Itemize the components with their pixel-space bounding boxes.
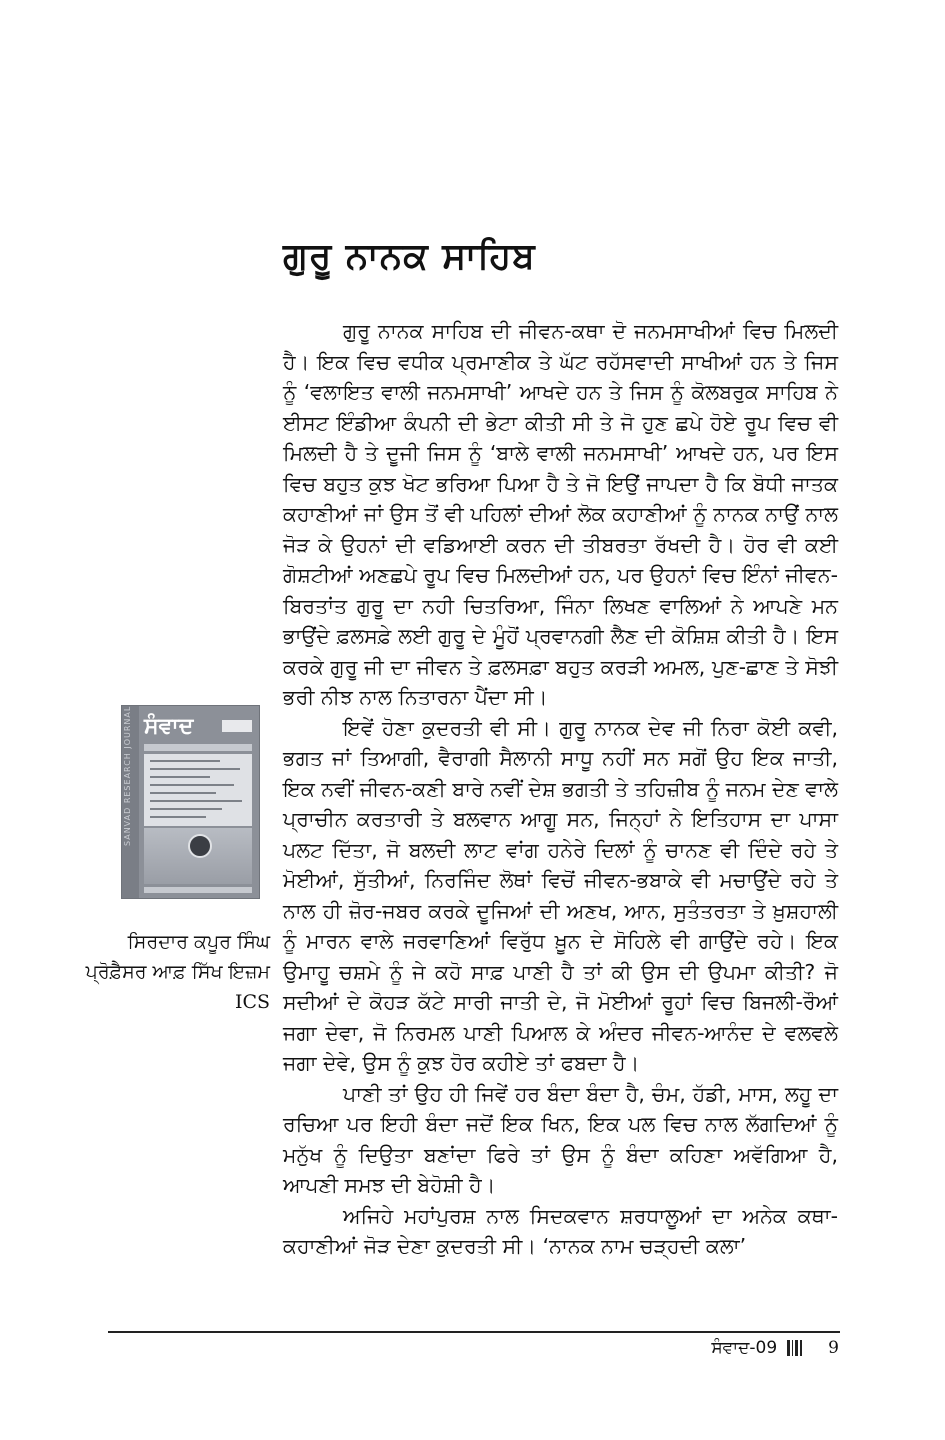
cover-contents-line xyxy=(150,808,222,810)
cover-spine-text: SANVAD RESEARCH JOURNAL xyxy=(123,705,132,846)
cover-subtitle-bar xyxy=(144,744,252,751)
cover-contents-line xyxy=(150,784,234,786)
journal-name: ਸੰਵਾਦ-09 xyxy=(711,1338,778,1358)
article-paragraph: ਅਜਿਹੇ ਮਹਾਂਪੁਰਸ਼ ਨਾਲ ਸਿਦਕਵਾਨ ਸ਼ਰਧਾਲੂਆਂ ਦਾ ਅਨੇਕ ਕਥਾ-ਕਹਾਣੀਆਂ ਜੋੜ ਦੇਣਾ ਕੁਦਰਤੀ ਸੀ। ‘ਨਾਨਕ ਨਾਮ ਚੜ੍ਹਦੀ ਕਲਾ’ xyxy=(283,1203,838,1258)
page-footer xyxy=(711,1338,839,1358)
author-block xyxy=(86,927,270,1017)
cover-contents-panel xyxy=(144,754,252,826)
cover-contents-line xyxy=(150,768,240,770)
cover-issue-box xyxy=(222,720,252,732)
page-number: 9 xyxy=(828,1338,839,1358)
cover-photo xyxy=(144,828,252,884)
cover-footer-bar xyxy=(144,887,252,893)
footer-divider xyxy=(108,1331,840,1333)
author-suffix: ICS xyxy=(234,991,270,1013)
author-name: ਸਿਰਦਾਰ ਕਪੂਰ ਸਿੰਘ xyxy=(127,931,270,953)
barcode-icon xyxy=(787,1339,804,1357)
article-title: ਗੁਰੂ ਨਾਨਕ ਸਾਹਿਬ xyxy=(283,236,536,277)
seal-icon xyxy=(188,834,212,858)
cover-contents-line xyxy=(150,776,210,778)
cover-contents-line xyxy=(150,792,216,794)
cover-contents-line xyxy=(150,760,220,762)
cover-spine xyxy=(122,706,139,898)
cover-contents-line xyxy=(150,800,242,802)
author-designation: ਪ੍ਰੋਫ਼ੈਸਰ ਆਫ਼ ਸਿੱਖ ਇਜ਼ਮ xyxy=(85,961,270,983)
article-body xyxy=(283,316,838,1262)
article-paragraph: ਗੁਰੂ ਨਾਨਕ ਸਾਹਿਬ ਦੀ ਜੀਵਨ-ਕਥਾ ਦੋ ਜਨਮਸਾਖੀਆਂ ਵਿਚ ਮਿਲਦੀ ਹੈ। ਇਕ ਵਿਚ ਵਧੀਕ ਪ੍ਰਮਾਣੀਕ ਤੇ ਘੱਟ ਰਹੱਸਵਾਦੀ ਸਾਖੀਆਂ ਹਨ ਤੇ ਜਿਸ ਨੂੰ ‘ਵਲਾਇਤ ਵਾਲੀ ਜਨਮਸਾਖੀ’ ਆਖਦੇ ਹਨ ਤੇ ਜਿਸ ਨੂੰ ਕੋਲਬਰੁਕ ਸਾਹਿਬ ਨੇ ਈਸਟ ਇੰਡੀਆ ਕੰਪਨੀ ਦੀ ਭੇਟਾ ਕੀਤੀ ਸੀ ਤੇ ਜੋ ਹੁਣ ਛਪੇ ਹੋਏ ਰੂਪ ਵਿਚ ਵੀ ਮਿਲਦੀ ਹੈ ਤੇ ਦੂਜੀ ਜਿਸ ਨੂੰ ‘ਬਾਲੇ ਵਾਲੀ ਜਨਮਸਾਖੀ’ ਆਖਦੇ ਹਨ, ਪਰ ਇਸ ਵਿਚ ਬਹੁਤ ਕੁਝ ਖੋਟ ਭਰਿਆ ਪਿਆ ਹੈ ਤੇ ਜੋ ਇਉਂ ਜਾਪਦਾ ਹੈ ਕਿ ਬੋਧੀ ਜਾਤਕ ਕਹਾਣੀਆਂ ਜਾਂ ਉਸ ਤੋਂ ਵੀ ਪਹਿਲਾਂ ਦੀਆਂ ਲੋਕ ਕਹਾਣੀਆਂ ਨੂੰ ਨਾਨਕ ਨਾਉਂ ਨਾਲ ਜੋੜ ਕੇ ਉਹਨਾਂ ਦੀ ਵਡਿਆਈ ਕਰਨ ਦੀ ਤੀਬਰਤਾ ਰੱਖਦੀ ਹੈ। ਹੋਰ ਵੀ ਕਈ ਗੋਸ਼ਟੀਆਂ ਅਣਛਪੇ ਰੂਪ ਵਿਚ ਮਿਲਦੀਆਂ ਹਨ, ਪਰ ਉਹਨਾਂ ਵਿਚ ਇੰਨਾਂ ਜੀਵਨ-ਬਿਰਤਾਂਤ ਗੁਰੂ ਦਾ ਨਹੀ ਚਿਤਰਿਆ, ਜਿੰਨਾ ਲਿਖਣ ਵਾਲਿਆਂ ਨੇ ਆਪਣੇ ਮਨ ਭਾਉਂਦੇ ਫ਼ਲਸਫ਼ੇ ਲਈ ਗੁਰੂ ਦੇ ਮੂੰਹੋਂ ਪ੍ਰਵਾਨਗੀ ਲੈਣ ਦੀ ਕੋਸ਼ਿਸ਼ ਕੀਤੀ ਹੈ। ਇਸ ਕਰਕੇ ਗੁਰੂ ਜੀ ਦਾ ਜੀਵਨ ਤੇ ਫ਼ਲਸਫ਼ਾ ਬਹੁਤ ਕਰੜੀ ਅਮਲ, ਪੁਣ-ਛਾਣ ਤੇ ਸੋਝੀ ਭਰੀ ਨੀਝ ਨਾਲ ਨਿਤਾਰਨਾ ਪੈਂਦਾ ਸੀ। xyxy=(283,319,838,709)
cover-contents-line xyxy=(150,816,206,818)
article-paragraph: ਇਵੇਂ ਹੋਣਾ ਕੁਦਰਤੀ ਵੀ ਸੀ। ਗੁਰੂ ਨਾਨਕ ਦੇਵ ਜੀ ਨਿਰਾ ਕੋਈ ਕਵੀ, ਭਗਤ ਜਾਂ ਤਿਆਗੀ, ਵੈਰਾਗੀ ਸੈਲਾਨੀ ਸਾਧੂ ਨਹੀਂ ਸਨ ਸਗੋਂ ਉਹ ਇਕ ਜਾਤੀ, ਇਕ ਨਵੀਂ ਜੀਵਨ-ਕਣੀ ਬਾਰੇ ਨਵੀਂ ਦੇਸ਼ ਭਗਤੀ ਤੇ ਤਹਿਜ਼ੀਬ ਨੂੰ ਜਨਮ ਦੇਣ ਵਾਲੇ ਪ੍ਰਾਚੀਨ ਕਰਤਾਰੀ ਤੇ ਬਲਵਾਨ ਆਗੂ ਸਨ, ਜਿਨ੍ਹਾਂ ਨੇ ਇਤਿਹਾਸ ਦਾ ਪਾਸਾ ਪਲਟ ਦਿੱਤਾ, ਜੋ ਬਲਦੀ ਲਾਟ ਵਾਂਗ ਹਨੇਰੇ ਦਿਲਾਂ ਨੂੰ ਚਾਨਣ ਵੀ ਦਿੰਦੇ ਰਹੇ ਤੇ ਮੋਈਆਂ, ਸੁੱਤੀਆਂ, ਨਿਰਜਿੰਦ ਲੋਥਾਂ ਵਿਚੋਂ ਜੀਵਨ-ਭਬਾਕੇ ਵੀ ਮਚਾਉਂਦੇ ਰਹੇ ਤੇ ਨਾਲ ਹੀ ਜ਼ੋਰ-ਜਬਰ ਕਰਕੇ ਦੂਜਿਆਂ ਦੀ ਅਣਖ, ਆਨ, ਸੁਤੰਤਰਤਾ ਤੇ ਖ਼ੁਸ਼ਹਾਲੀ ਨੂੰ ਮਾਰਨ ਵਾਲੇ ਜਰਵਾਣਿਆਂ ਵਿਰੁੱਧ ਖ਼ੂਨ ਦੇ ਸੋਹਿਲੇ ਵੀ ਗਾਉਂਦੇ ਰਹੇ। ਇਕ ਉਮਾਹੂ ਚਸ਼ਮੇ ਨੂੰ ਜੇ ਕਹੋ ਸਾਫ਼ ਪਾਣੀ ਹੈ ਤਾਂ ਕੀ ਉਸ ਦੀ ਉਪਮਾ ਕੀਤੀ? ਜੋ ਸਦੀਆਂ ਦੇ ਕੋਹੜ ਕੱਟੇ ਸਾਰੀ ਜਾਤੀ ਦੇ, ਜੋ ਮੋਈਆਂ ਰੂਹਾਂ ਵਿਚ ਬਿਜਲੀ-ਰੌਆਂ ਜਗਾ ਦੇਵਾ, ਜੋ ਨਿਰਮਲ ਪਾਣੀ ਪਿਆਲ ਕੇ ਅੰਦਰ ਜੀਵਨ-ਆਨੰਦ ਦੇ ਵਲਵਲੇ ਜਗਾ ਦੇਵੇ, ਉਸ ਨੂੰ ਕੁਝ ਹੋਰ ਕਹੀਏ ਤਾਂ ਫਬਦਾ ਹੈ। xyxy=(283,715,838,1075)
cover-title: ਸੰਵਾਦ xyxy=(144,714,194,739)
article-paragraph: ਪਾਣੀ ਤਾਂ ਉਹ ਹੀ ਜਿਵੇਂ ਹਰ ਬੰਦਾ ਬੰਦਾ ਹੈ, ਚੰਮ, ਹੱਡੀ, ਮਾਸ, ਲਹੂ ਦਾ ਰਚਿਆ ਪਰ ਇਹੀ ਬੰਦਾ ਜਦੋਂ ਇਕ ਖਿਨ, ਇਕ ਪਲ ਵਿਚ ਨਾਲ ਲੱਗਦਿਆਂ ਨੂੰ ਮਨੁੱਖ ਨੂੰ ਦਿਉਤਾ ਬਣਾਂਦਾ ਫਿਰੇ ਤਾਂ ਉਸ ਨੂੰ ਬੰਦਾ ਕਹਿਣਾ ਅਵੱਗਿਆ ਹੈ, ਆਪਣੀ ਸਮਝ ਦੀ ਬੇਹੋਸ਼ੀ ਹੈ। xyxy=(283,1081,838,1197)
journal-cover-image xyxy=(122,706,259,898)
